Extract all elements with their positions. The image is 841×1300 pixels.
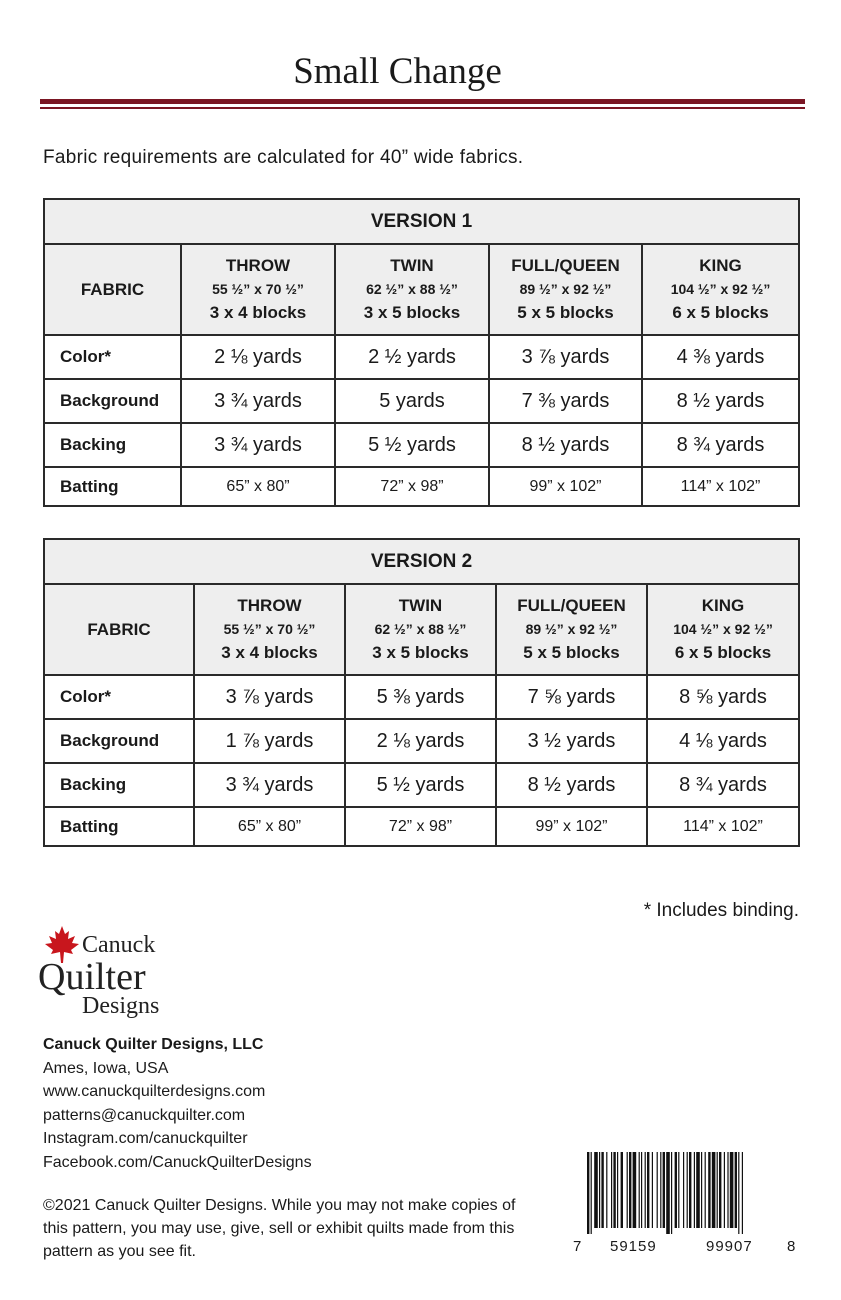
barcode-bar [601,1152,603,1228]
barcode-image [585,1152,797,1234]
size-header-king: KING 104 ½” x 92 ½” 6 x 5 blocks [647,584,799,675]
title-rule-thick [40,99,805,104]
title-rule-thin [40,107,805,109]
barcode-bar [627,1152,628,1228]
table-row [44,467,799,506]
row-label: Background [44,379,181,423]
table-cell: 5 ½ yards [345,763,496,807]
barcode-bar [705,1152,706,1228]
table-cell: 1 ⅞ yards [194,719,345,763]
company-instagram[interactable]: Instagram.com/canuckquilter [43,1130,248,1147]
barcode-bar [663,1152,665,1228]
table-cell: 4 ⅛ yards [647,719,799,763]
barcode-bar [594,1152,598,1228]
barcode-bar [719,1152,721,1228]
table-cell: 7 ⅜ yards [489,379,642,423]
table-cell: 8 ½ yards [496,763,647,807]
table-cell: 114” x 102” [647,807,799,846]
page-title: Small Change [293,51,502,92]
table-cell: 8 ¾ yards [647,763,799,807]
barcode-bar [652,1152,653,1228]
company-location: Ames, Iowa, USA [43,1059,169,1077]
row-label: Batting [44,807,194,846]
table-cell: 3 ⅞ yards [194,675,345,719]
table-cell: 3 ¾ yards [181,379,335,423]
table-cell: 2 ½ yards [335,335,489,379]
barcode-bar [696,1152,700,1228]
barcode-bar [621,1152,623,1228]
barcode-bar [730,1152,734,1228]
fabric-header: FABRIC [44,584,194,675]
table-cell: 3 ½ yards [496,719,647,763]
barcode-bar [611,1152,612,1228]
table-cell: 2 ⅛ yards [345,719,496,763]
barcode-bar [671,1152,672,1234]
table-cell: 2 ⅛ yards [181,335,335,379]
logo-line-1: Canuck [82,932,156,958]
barcode-bar [701,1152,702,1228]
barcode-bar [645,1152,646,1228]
barcode-bar [606,1152,607,1228]
binding-note: * Includes binding. [643,900,799,921]
table-cell: 65” x 80” [194,807,345,846]
barcode-bar [708,1152,710,1228]
barcode-bar [738,1152,739,1234]
barcode-right-digits: 99907 [706,1238,753,1255]
barcode-bar [678,1152,679,1228]
row-label: Background [44,719,194,763]
size-header-twin: TWIN 62 ½” x 88 ½” 3 x 5 blocks [335,244,489,335]
table-cell: 5 ⅜ yards [345,675,496,719]
row-label: Color* [44,335,181,379]
table-cell: 3 ¾ yards [181,423,335,467]
barcode-bar [717,1152,718,1228]
barcode-bar [694,1152,695,1228]
fabric-header: FABRIC [44,244,181,335]
barcode-bar [657,1152,658,1228]
table-cell: 3 ¾ yards [194,763,345,807]
table-cell: 4 ⅜ yards [642,335,799,379]
table-cell: 3 ⅞ yards [489,335,642,379]
table-cell: 99” x 102” [496,807,647,846]
table-cell: 65” x 80” [181,467,335,506]
barcode-bar [647,1152,649,1228]
table-cell: 72” x 98” [335,467,489,506]
table-row [44,379,799,423]
table-cell: 7 ⅝ yards [496,675,647,719]
table-cell: 8 ⅝ yards [647,675,799,719]
company-logo [38,925,188,1025]
company-info [43,1033,312,1174]
barcode-bar [724,1152,725,1228]
barcode-bar [666,1152,670,1234]
company-website[interactable]: www.canuckquilterdesigns.com [43,1083,266,1100]
barcode-bar [683,1152,684,1228]
table-cell: 8 ½ yards [489,423,642,467]
intro-text: Fabric requirements are calculated for 40” wide fabrics. [43,147,524,168]
row-label: Batting [44,467,181,506]
table-row [44,719,799,763]
size-header-throw: THROW 55 ½” x 70 ½” 3 x 4 blocks [181,244,335,335]
size-header-full-queen: FULL/QUEEN 89 ½” x 92 ½” 5 x 5 blocks [496,584,647,675]
table-cell: 8 ½ yards [642,379,799,423]
barcode-bar [660,1152,661,1228]
barcode-bar [591,1152,592,1234]
row-label: Color* [44,675,194,719]
barcode-bar [735,1152,737,1228]
table-cell: 8 ¾ yards [642,423,799,467]
barcode-bar [712,1152,716,1228]
table-row [44,807,799,846]
copyright-notice: ©2021 Canuck Quilter Designs. While you may not make copies of this pattern, you may use, give, sell or exhibit quilts made from this pattern as you see fit. [43,1197,516,1260]
barcode-bar [727,1152,728,1228]
size-header-king: KING 104 ½” x 92 ½” 6 x 5 blocks [642,244,799,335]
barcode-bar [639,1152,640,1228]
table-cell: 72” x 98” [345,807,496,846]
size-header-full-queen: FULL/QUEEN 89 ½” x 92 ½” 5 x 5 blocks [489,244,642,335]
version-title: VERSION 2 [44,539,799,584]
barcode-bar [641,1152,642,1228]
barcode-bar [613,1152,615,1228]
barcode-bar [633,1152,637,1228]
barcode-lead-digit: 7 [573,1238,582,1255]
logo-line-2: Quilter [38,956,146,998]
table-row [44,423,799,467]
company-name: Canuck Quilter Designs, LLC [43,1036,264,1053]
table-cell: 5 yards [335,379,489,423]
table-cell: 114” x 102” [642,467,799,506]
table-row [44,335,799,379]
size-header-twin: TWIN 62 ½” x 88 ½” 3 x 5 blocks [345,584,496,675]
row-label: Backing [44,763,194,807]
barcode-bar [587,1152,589,1234]
table-cell: 99” x 102” [489,467,642,506]
barcode-bar [629,1152,631,1228]
company-email[interactable]: patterns@canuckquilter.com [43,1106,246,1124]
barcode-bar [689,1152,691,1228]
size-header-throw: THROW 55 ½” x 70 ½” 3 x 4 blocks [194,584,345,675]
barcode-bar [617,1152,618,1228]
company-facebook[interactable]: Facebook.com/CanuckQuilterDesigns [43,1153,312,1171]
barcode-bar [687,1152,688,1228]
barcode-check-digit: 8 [787,1238,796,1255]
logo-line-3: Designs [82,993,160,1019]
version-2-table [43,538,800,847]
barcode-bar [742,1152,743,1234]
barcode-bar [675,1152,677,1228]
barcode-left-digits: 59159 [610,1238,657,1255]
table-row [44,675,799,719]
row-label: Backing [44,423,181,467]
version-title: VERSION 1 [44,199,799,244]
table-cell: 5 ½ yards [335,423,489,467]
version-1-table [43,198,800,507]
barcode-bar [599,1152,600,1228]
table-row [44,763,799,807]
